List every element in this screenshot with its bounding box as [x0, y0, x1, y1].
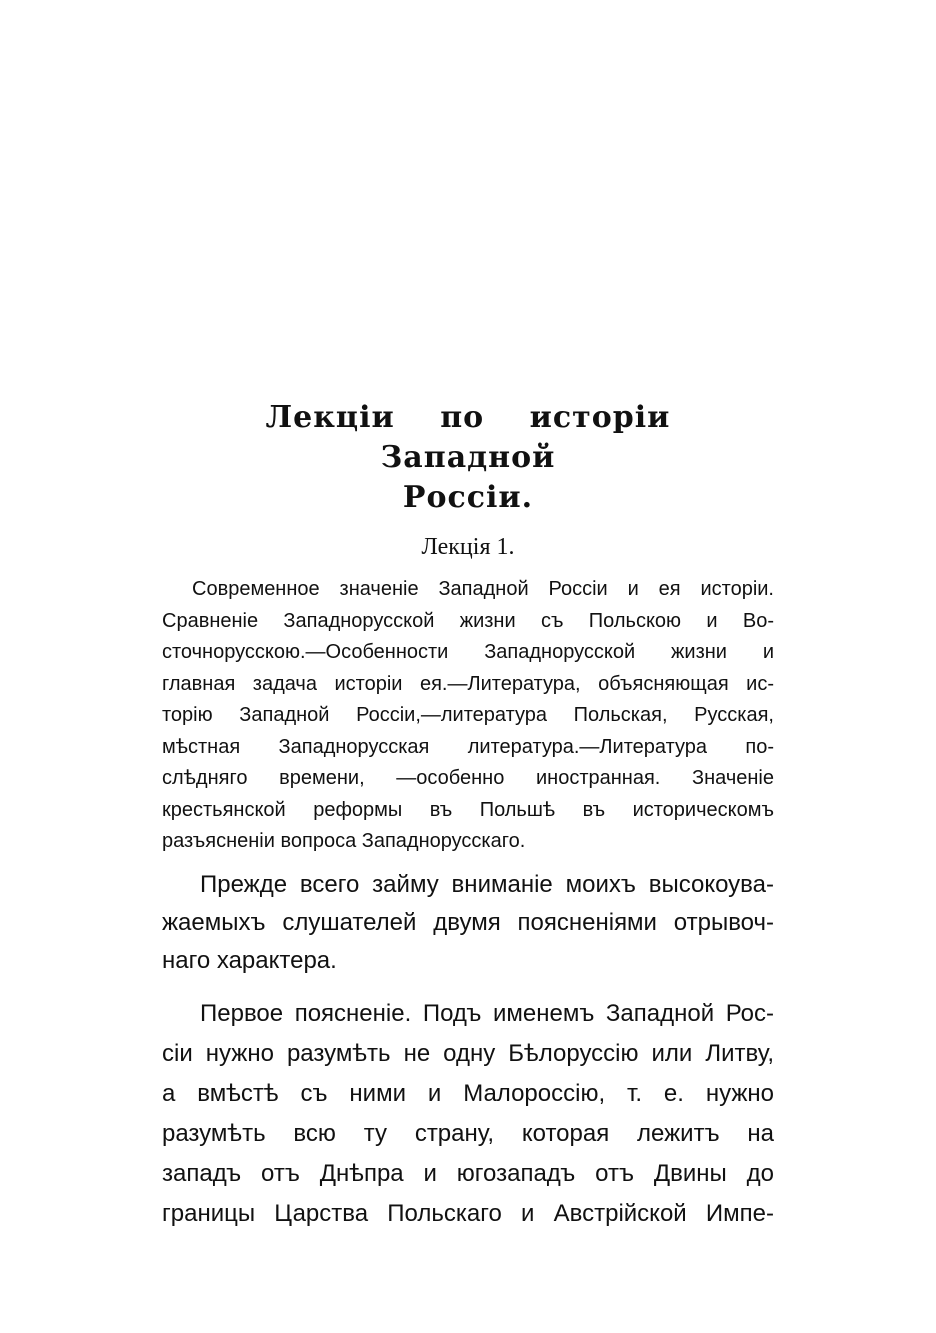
summary-line: главная задача исторіи ея.—Литература, объясняющая ис- [162, 672, 774, 695]
lecture-summary [162, 574, 774, 858]
lecture-heading: Лекція 1. [421, 534, 515, 560]
paragraph-line: наго характера. [162, 946, 337, 974]
paragraph-line: границы Царства Польскаго и Австрійской Импе- [162, 1199, 774, 1227]
paragraph-line: сіи нужно разумѣть не одну Бѣлоруссію или Литву, [162, 1039, 774, 1067]
paragraph-line: западъ отъ Днѣпра и югозападъ отъ Двины до [162, 1159, 774, 1187]
summary-line: Сравненіе Западнорусской жизни съ Польскою и Во- [162, 609, 774, 632]
paragraph-line: разумѣть всю ту страну, которая лежитъ на [162, 1119, 774, 1147]
summary-line: слѣдняго времени, —особенно иностранная. Значеніе [162, 767, 774, 789]
document-page [162, 398, 774, 1234]
paragraph-line: жаемыхъ слушателей двумя поясненіями отрывоч- [162, 908, 774, 936]
paragraph-line: Первое поясненіе. Подъ именемъ Западной Рос- [200, 999, 774, 1027]
paragraph-2 [162, 994, 774, 1234]
summary-line: сточнорусскою.—Особенности Западнорусской жизни и [162, 641, 774, 663]
title-line-2: Россіи. [402, 480, 534, 515]
summary-line: мѣстная Западнорусская литература.—Литература по- [162, 735, 774, 758]
title-line-1: Лекціи по исторіи Западной [265, 400, 671, 475]
document-title [162, 398, 774, 518]
summary-line: разъясненіи вопроса Западнорусскаго. [162, 830, 526, 852]
summary-line: Современное значеніе Западной Россіи и ея исторіи. [192, 578, 774, 600]
paragraph-1 [162, 866, 774, 980]
paragraph-line: Прежде всего займу вниманіе моихъ высокоува- [200, 870, 774, 898]
summary-line: торію Западной Россіи,—литература Польская, Русская, [162, 704, 774, 726]
paragraph-line: а вмѣстѣ съ ними и Малороссію, т. е. нужно [162, 1079, 774, 1107]
summary-line: крестьянской реформы въ Польшѣ въ историческомъ [162, 798, 774, 821]
